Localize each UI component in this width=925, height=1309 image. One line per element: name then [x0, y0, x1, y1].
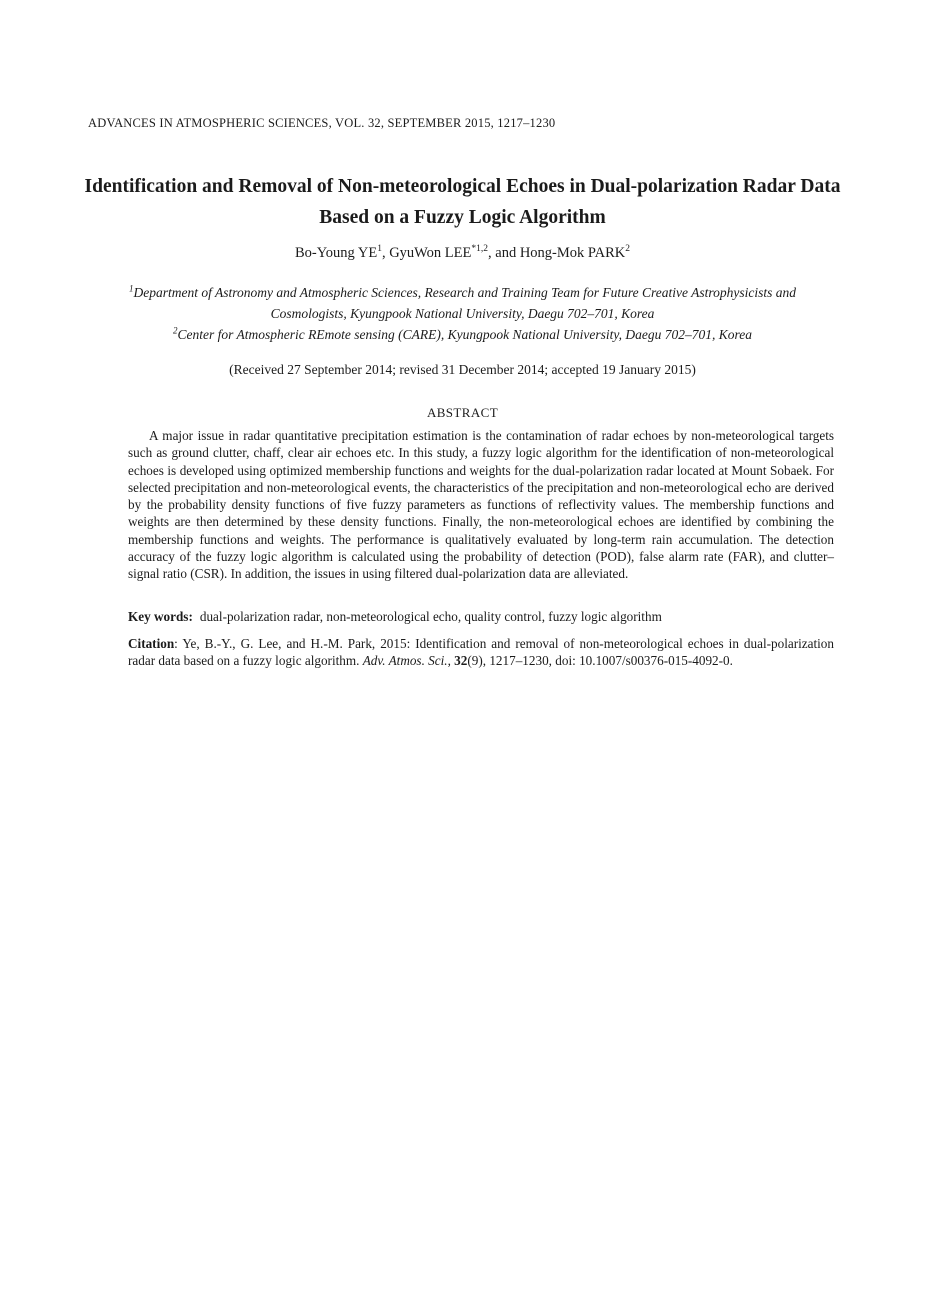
paper-title-text: Identification and Removal of Non-meteorological Echoes in Dual-polarization Radar Data Based on a Fuzzy Logic Algorithm — [84, 176, 841, 228]
citation-text-part1: : Ye, B.-Y., G. Lee, and H.-M. Park, 2015: Identification and removal of non-meteorological echoes in dual-polarization radar data based on a fuzzy logic algorithm. — [128, 636, 834, 669]
affiliation-1 — [127, 282, 799, 324]
author-3-affiliation-mark: 2 — [625, 244, 630, 255]
citation-block — [128, 635, 834, 670]
citation-journal-name: Adv. Atmos. Sci. — [362, 653, 448, 669]
author-1: Bo-Young YE — [295, 245, 378, 261]
authors-line — [0, 245, 925, 262]
affiliation-2 — [127, 324, 799, 345]
author-2: , GyuWon LEE — [381, 245, 472, 261]
keywords-separator: : — [188, 609, 193, 624]
author-2-affiliation-mark: *1,2 — [471, 244, 489, 255]
affiliation-2-text: Center for Atmospheric REmote sensing (CARE), Kyungpook National University, Daegu 702–701, Korea — [177, 327, 752, 342]
affiliation-2-mark: 2 — [173, 325, 178, 336]
affiliation-1-text: Department of Astronomy and Atmospheric Sciences, Research and Training Team for Future Creative Astrophysicists and Cosmologists, Kyungpook National University, Daegu 702–701, Korea — [133, 285, 797, 321]
citation-volume-number: 32 — [454, 653, 468, 669]
keywords-label: Key words — [128, 609, 189, 624]
affiliations — [0, 282, 925, 345]
citation-text-part2: , — [447, 653, 455, 669]
author-3: , and Hong-Mok PARK — [488, 245, 626, 261]
affiliation-1-mark: 1 — [128, 283, 134, 294]
journal-header: ADVANCES IN ATMOSPHERIC SCIENCES, VOL. 32, SEPTEMBER 2015, 1217–1230 — [88, 116, 556, 130]
received-revised-accepted-line: (Received 27 September 2014; revised 31 December 2014; accepted 19 January 2015) — [229, 362, 696, 377]
citation-label: Citation — [128, 636, 175, 651]
paper-title — [0, 171, 925, 233]
keywords-text: dual-polarization radar, non-meteorological echo, quality control, fuzzy logic algorithm — [199, 609, 662, 624]
abstract-text: A major issue in radar quantitative precipitation estimation is the contamination of radar echoes by non-meteorological targets such as ground clutter, chaff, clear air echoes etc. In this study, a fuzzy logic algorithm for the identification of non-meteorological echoes is developed using optimized membership functions and weights for the dual-polarization radar located at Mount Sobaek. For selected precipitation and non-meteorological events, the characteristics of the precipitation and non-meteorological echo are derived by the probability density functions of five fuzzy parameters as functions of reflectivity values. The membership functions and weights are then determined by these density functions. Finally, the non-meteorological echoes are identified by combining the membership functions and weights. The performance is qualitatively evaluated by long-term rain accumulation. The detection accuracy of the fuzzy logic algorithm is calculated using the probability of detection (POD), false alarm rate (FAR), and clutter–signal ratio (CSR). In addition, the issues in using filtered dual-polarization data are alleviated. — [128, 428, 834, 582]
citation-text-part3: (9), 1217–1230, doi: 10.1007/s00376-015-4092-0. — [467, 653, 733, 669]
author-1-affiliation-mark: 1 — [377, 244, 382, 255]
abstract-heading: ABSTRACT — [426, 405, 499, 420]
keywords-line — [128, 608, 834, 625]
